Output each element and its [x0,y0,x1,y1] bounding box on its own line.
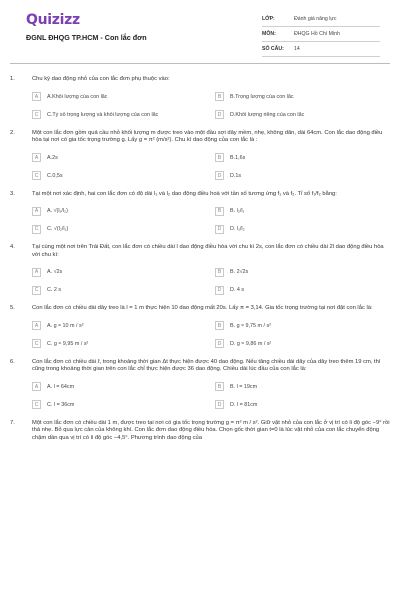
question-item [10,130,390,182]
question-number: 7. [10,419,15,426]
answer-option[interactable] [215,399,390,411]
meta-label: SỐ CÂU: [262,46,284,52]
answer-option[interactable] [32,284,207,296]
question-number: 3. [10,190,15,197]
option-text: C. g ≈ 9,95 m / s² [47,340,89,347]
header-divider [10,63,390,64]
option-letter-box: B [215,207,224,216]
answer-option[interactable] [215,91,390,103]
option-text: D. 4 s [230,287,245,293]
option-text: D.Khối lượng riêng của con lắc [230,111,305,118]
answer-option[interactable] [32,152,207,164]
answer-option[interactable] [215,109,390,121]
option-text: B. l = 19cm [230,383,258,390]
meta-label: LỚP: [262,16,275,22]
option-text: B. g ≈ 9,75 m / s² [230,322,272,329]
quizizz-logo: Quizizz [26,12,80,28]
answer-option[interactable] [215,381,390,393]
option-letter-box: C [32,225,41,234]
option-letter-box: C [32,171,41,180]
question-text: Một con lắc đơn gồm quả cầu nhỏ khối lượng m được treo vào một đầu sợi dây mềm, nhẹ, không dãn, dài 64cm. Con lắc dao động điều hòa tại nơi có gia tốc trọng trường g. Lấy g = π² (m/s²). Chu kì dao động của con lắc là : [32,129,383,143]
option-letter-box: A [32,321,41,330]
answer-option[interactable] [215,223,390,235]
option-text: B. l₂/l₁ [230,208,245,214]
answer-option[interactable] [215,205,390,217]
option-letter-box: A [32,92,41,101]
question-number: 6. [10,358,15,365]
answer-option[interactable] [32,399,207,411]
answer-option[interactable] [215,338,390,350]
question-item [10,191,390,236]
answer-option[interactable] [32,381,207,393]
option-text: C.0,5s [47,172,63,179]
option-text: A.2s [47,154,58,161]
answer-option[interactable] [32,109,207,121]
meta-label: MÔN: [262,31,276,37]
option-letter-box: A [32,207,41,216]
question-text: Chu kỳ dao động nhỏ của con lắc đơn phụ thuộc vào: [32,76,170,82]
answer-option[interactable] [32,91,207,103]
option-letter-box: C [32,286,41,295]
option-letter-box: D [215,286,224,295]
meta-row-subject [262,27,380,42]
question-item [10,420,390,443]
option-text: A. √2s [47,269,63,275]
option-letter-box: C [32,110,41,119]
option-text: D. l₁/l₂ [230,226,245,232]
answer-option[interactable] [32,266,207,278]
meta-value: 14 [294,46,300,52]
question-number: 5. [10,305,15,311]
option-letter-box: D [215,339,224,348]
answer-option[interactable] [215,266,390,278]
question-list [10,76,390,451]
option-text: B.Trọng lượng của con lắc [230,93,294,100]
worksheet-header [10,0,390,58]
meta-value: ĐHQG Hồ Chí Minh [294,31,340,37]
option-letter-box: B [215,268,224,277]
option-text: A. √(l₁/l₂) [47,208,68,214]
answer-option[interactable] [215,320,390,332]
question-item [10,76,390,121]
option-text: C. l = 36cm [47,401,75,408]
answer-options [32,152,390,182]
answer-options [32,205,390,235]
answer-option[interactable] [215,170,390,182]
answer-options [32,320,390,350]
option-text: B. 2√2s [230,269,249,275]
meta-value: Đánh giá năng lực [294,16,337,22]
answer-options [32,91,390,121]
option-text: A.Khối lượng của con lắc [47,93,108,100]
option-text: B.1,6s [230,154,246,161]
answer-option[interactable] [32,320,207,332]
question-item [10,305,390,350]
question-item [10,244,390,296]
answer-option[interactable] [32,205,207,217]
option-text: A. l = 64cm [47,383,75,390]
worksheet-title: ĐGNL ĐHQG TP.HCM - Con lắc đơn [26,33,147,42]
question-number: 2. [10,129,15,136]
option-letter-box: D [215,171,224,180]
question-number: 1. [10,76,15,82]
meta-row-count [262,42,380,57]
option-letter-box: D [215,110,224,119]
answer-option[interactable] [215,152,390,164]
option-text: D. g ≈ 9,86 m / s² [230,340,272,347]
option-letter-box: D [215,225,224,234]
option-text: C. 2 s [47,287,62,293]
question-text: Tại một nơi xác định, hai con lắc đơn có độ dài l₁ và l₂ dao động điều hoà với tần số tương ứng f₁ và f₂. Tỉ số f₁/f₂ bằng: [32,190,337,197]
option-letter-box: A [32,268,41,277]
option-letter-box: B [215,321,224,330]
option-text: D. l = 81cm [230,401,258,408]
option-letter-box: B [215,153,224,162]
question-text: Một con lắc đơn có chiều dài 1 m, được treo tại nơi có gia tốc trọng trường g = π² m / s². Giữ vật nhỏ của con lắc ở vị trí có li độ góc −9° rồi thả nhẹ. Bỏ qua lực cản của không khí. Con lắc đơn dao động điều hòa. Chọn gốc thời gian t=0 là lúc vật nhỏ của con lắc chuyển động chậm dần qua vị trí có li độ góc −4,5°. Phương trình dao động của [32,419,390,441]
option-letter-box: C [32,400,41,409]
option-letter-box: B [215,382,224,391]
option-letter-box: D [215,400,224,409]
option-text: C.Tỷ số trọng lượng và khối lượng của con lắc [47,111,159,118]
worksheet-meta [262,12,380,57]
option-letter-box: A [32,153,41,162]
option-text: A. g ≈ 10 m / s² [47,322,84,329]
answer-options [32,381,390,411]
answer-option[interactable] [32,170,207,182]
option-text: C. √(l₂/l₁) [47,226,69,232]
question-item [10,359,390,411]
meta-row-class [262,12,380,27]
question-text: Tại cùng một nơi trên Trái Đất, con lắc đơn có chiều dài l dao động điều hòa với chu kì 2s, con lắc đơn có chiều dài 2l dao động điều hòa với chu kì: [32,244,384,258]
answer-option[interactable] [32,223,207,235]
answer-options [32,266,390,296]
answer-option[interactable] [32,338,207,350]
option-letter-box: B [215,92,224,101]
question-text: Con lắc đơn có chiều dài dây treo là l = 1 m thực hiện 10 dao động mất 20s. Lấy π = 3,14. Gia tốc trọng trường tại nơi đặt con lắc là: [32,305,373,311]
option-text: D.1s [230,172,242,179]
question-number: 4. [10,244,15,250]
question-text: Con lắc đơn có chiều dài ℓ, trong khoảng thời gian Δt thực hiện được 40 dao động. Nếu tăng chiều dài dây của dây treo thêm 19 cm, thì cũng trong khoảng thời gian trên con lắc chỉ thực hiện được 36 dao động. Chiều dài lúc đầu của con lắc là: [32,358,381,372]
answer-option[interactable] [215,284,390,296]
option-letter-box: C [32,339,41,348]
option-letter-box: A [32,382,41,391]
